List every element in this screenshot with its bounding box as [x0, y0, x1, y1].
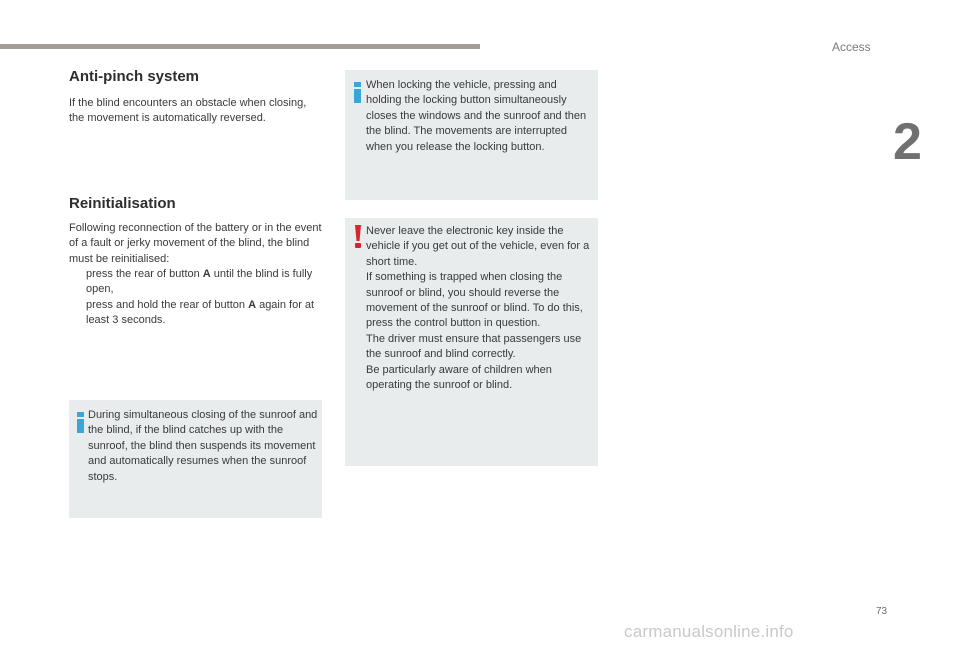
- warning-line: If something is trapped when closing the sunroof or blind, you should reverse the movement of the sunroof or blind. To do this, press the control button in question.: [366, 271, 583, 330]
- reinitialisation-heading: Reinitialisation: [69, 195, 176, 212]
- anti-pinch-heading: Anti-pinch system: [69, 68, 200, 85]
- button-letter: A: [202, 268, 211, 280]
- note-text: When locking the vehicle, pressing and holding the locking button simultaneously closes the windows and the sunroof and then the blind. The movements are interrupted when you release the locking button.: [366, 79, 587, 153]
- button-letter: A: [248, 298, 257, 311]
- warning-icon: [354, 225, 363, 249]
- note-text: During simultaneous closing of the sunroof and the blind, if the blind catches up with the sunroof, the blind then suspends its movement and automatically resumes when the sunroof stops.: [88, 409, 318, 483]
- reinitialisation-steps: [69, 267, 327, 329]
- info-icon: [77, 412, 84, 433]
- step-text-before: press the rear of button: [86, 268, 203, 280]
- reinitialisation-intro: Following reconnection of the battery or in the event of a fault or jerky movement of the blind, the blind must be reinitialised:: [69, 222, 322, 265]
- step-item: [69, 298, 327, 329]
- warning-line: Never leave the electronic key inside the vehicle if you get out of the vehicle, even for a short time.: [366, 225, 590, 268]
- info-icon: [354, 82, 361, 103]
- page-number: 73: [876, 606, 888, 617]
- step-text-before: press and hold the rear of button: [86, 298, 249, 311]
- step-text-after: until the blind is fully open,: [86, 268, 313, 296]
- simultaneous-closing-note: [69, 400, 322, 518]
- header-rule: [0, 44, 480, 49]
- anti-pinch-body: If the blind encounters an obstacle when closing, the movement is automatically reversed.: [69, 97, 307, 125]
- warning-note: [345, 218, 598, 466]
- step-text-after: again for at least 3 seconds.: [86, 298, 315, 327]
- warning-text: [366, 224, 594, 393]
- locking-note: [345, 70, 598, 200]
- step-item: [69, 267, 327, 298]
- watermark: carmanualsonline.info: [624, 622, 794, 641]
- warning-line: The driver must ensure that passengers use the sunroof and blind correctly.: [366, 332, 582, 361]
- warning-line: Be particularly aware of children when operating the sunroof or blind.: [366, 363, 552, 392]
- section-label: Access: [832, 40, 871, 54]
- chapter-number: 2: [893, 113, 922, 171]
